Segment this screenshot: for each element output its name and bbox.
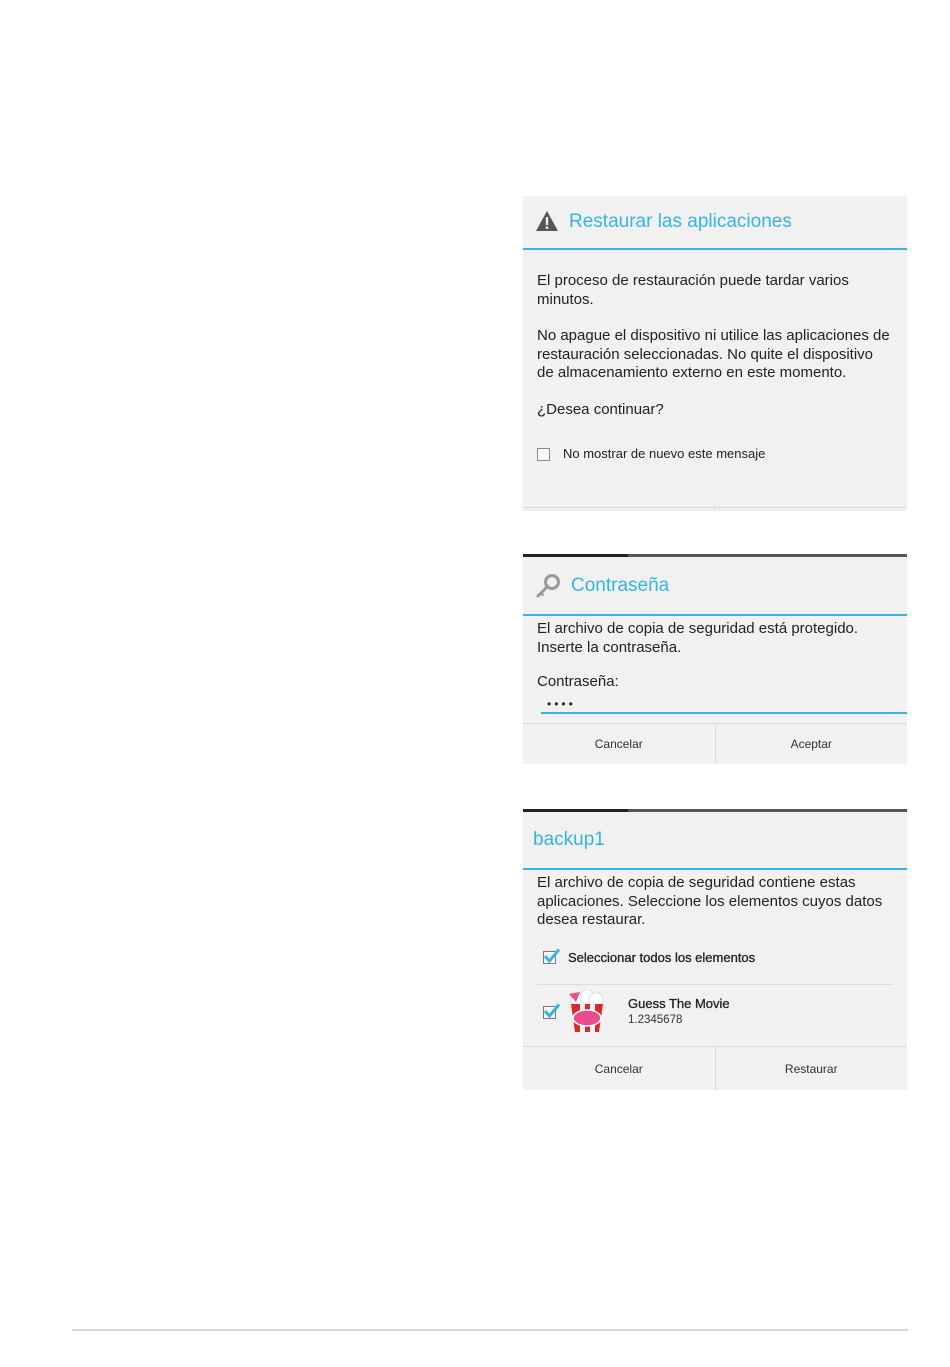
password-input[interactable]: [541, 694, 907, 714]
cancel-button[interactable]: Cancelar: [523, 724, 715, 764]
select-all-checkbox[interactable]: [543, 951, 556, 964]
dialog-title-bar: [523, 557, 907, 616]
dont-show-again-row[interactable]: [537, 445, 893, 464]
list-item[interactable]: [543, 985, 893, 1039]
restore-button[interactable]: Restaurar: [715, 1047, 908, 1090]
dialog-body: [523, 250, 907, 464]
checkmark-icon: [543, 948, 561, 964]
password-dialog: [523, 557, 907, 764]
select-all-row[interactable]: [543, 949, 893, 968]
dialog-body: [523, 616, 907, 714]
protected-message: El archivo de copia de seguridad está protegido. Inserte la contraseña.: [537, 620, 859, 656]
key-icon: [535, 573, 561, 599]
page-footer-rule: [72, 1329, 908, 1331]
checkmark-icon: [543, 1003, 561, 1019]
restore-apps-dialog: [523, 196, 907, 511]
accept-button[interactable]: Aceptar: [715, 724, 908, 764]
warning-paragraph: No apague el dispositivo ni utilice las aplicaciones de restauración seleccionadas. No quite el dispositivo de almacenamiento externo en este momento.: [537, 327, 890, 381]
password-label: Contraseña:: [537, 673, 619, 690]
button-row: [523, 723, 907, 764]
dont-show-again-label: No mostrar de nuevo este mensaje: [563, 446, 766, 461]
dialog-title: backup1: [533, 829, 605, 850]
backup-select-dialog: [523, 812, 907, 1090]
warning-icon: [535, 210, 559, 234]
button-row: [523, 1046, 907, 1090]
dialog-title: Restaurar las aplicaciones: [569, 211, 792, 232]
backup-message: El archivo de copia de seguridad contiene estas aplicaciones. Seleccione los elementos cuyos datos desea restaurar.: [537, 874, 883, 928]
question-text: ¿Desea continuar?: [537, 400, 664, 418]
app-name: Guess The Movie: [628, 996, 730, 1011]
info-paragraph: El proceso de restauración puede tardar varios minutos.: [537, 272, 849, 308]
dialog-title-bar: [523, 196, 907, 250]
popcorn-app-icon: [566, 990, 608, 1034]
button-divider: [523, 507, 907, 511]
dont-show-again-checkbox[interactable]: [537, 448, 550, 461]
app-checkbox[interactable]: [543, 1006, 556, 1019]
dialog-title: Contraseña: [571, 574, 670, 596]
dialog-body: [523, 870, 907, 1039]
password-value: ••••: [547, 696, 576, 711]
app-info: [628, 995, 730, 1029]
select-all-label: Seleccionar todos los elementos: [568, 949, 756, 965]
app-version: 1.2345678: [628, 1014, 683, 1026]
cancel-button[interactable]: Cancelar: [523, 1047, 715, 1090]
dialog-title-bar: [523, 812, 907, 870]
